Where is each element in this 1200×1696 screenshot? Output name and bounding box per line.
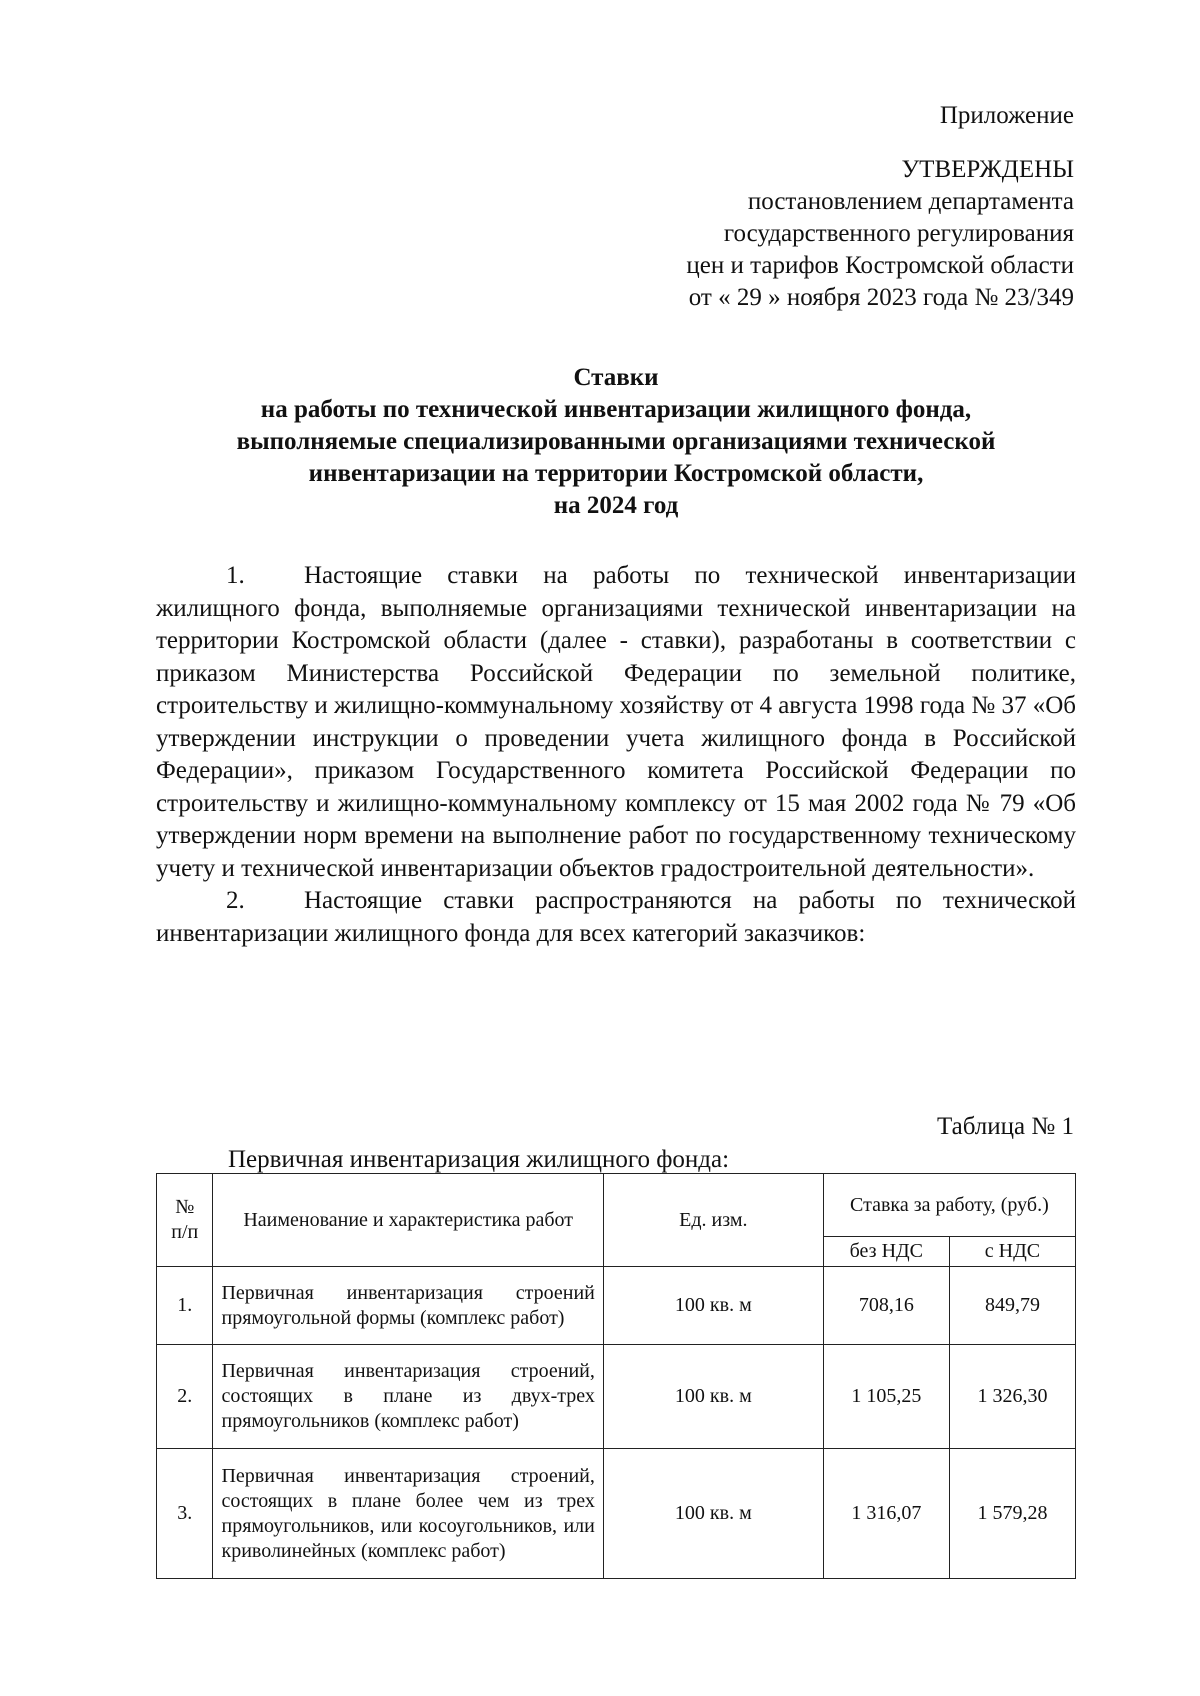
- row-num: 1.: [157, 1267, 213, 1345]
- paragraph-text: Настоящие ставки распространяются на работы по технической инвентаризации жилищного фонда для всех категорий заказчиков:: [156, 887, 1076, 947]
- title-line: инвентаризации на территории Костромской области,: [308, 460, 924, 487]
- title-line: Ставки: [573, 364, 659, 391]
- header-no-vat: без НДС: [823, 1237, 949, 1267]
- title-line: выполняемые специализированными организациями технической: [236, 428, 996, 455]
- paragraph-number: 1.: [226, 562, 245, 589]
- approved-label: УТВЕРЖДЕНЫ: [901, 156, 1074, 183]
- row-name: Первичная инвентаризация строений, состоящих в плане из двух-трех прямоугольников (комплекс работ): [213, 1345, 603, 1449]
- paragraph-1: [156, 560, 1076, 885]
- approval-line: государственного регулирования: [723, 220, 1074, 247]
- table-header-row: [157, 1174, 1076, 1237]
- title-line: на работы по технической инвентаризации жилищного фонда,: [260, 396, 972, 423]
- row-with-vat: 1 579,28: [949, 1449, 1075, 1579]
- paragraph-number: 2.: [226, 887, 245, 914]
- paragraph-text: Настоящие ставки на работы по технической инвентаризации жилищного фонда, выполняемые организациями технической инвентаризации на территории Костромской области (далее - ставки), разработаны в соответствии с приказом Министерства Российской Федерации по земельной политике, строительству и жилищно-коммунальному хозяйству от 4 августа 1998 года № 37 «Об утверждении инструкции о проведении учета жилищного фонда в Российской Федерации», приказом Государственного комитета Российской Федерации по строительству и жилищно-коммунальному комплексу от 15 мая 2002 года № 79 «Об утверждении норм времени на выполнение работ по государственному техническому учету и технической инвентаризации объектов градостроительной деятельности».: [156, 562, 1076, 882]
- header-rate: Ставка за работу, (руб.): [823, 1174, 1075, 1237]
- title-line: на 2024 год: [553, 492, 679, 519]
- table-row: [157, 1345, 1076, 1449]
- rates-table: [156, 1173, 1076, 1579]
- row-no-vat: 1 105,25: [823, 1345, 949, 1449]
- row-with-vat: 1 326,30: [949, 1345, 1075, 1449]
- document-body: [156, 560, 1076, 950]
- table-row: [157, 1449, 1076, 1579]
- row-name: Первичная инвентаризация строений, состоящих в плане более чем из трех прямоугольников, или косоугольников, или криволинейных (комплекс работ): [213, 1449, 603, 1579]
- document-title: [156, 362, 1076, 522]
- approval-block: [686, 100, 1074, 314]
- approval-line: цен и тарифов Костромской области: [686, 252, 1074, 279]
- header-unit: Ед. изм.: [603, 1174, 823, 1267]
- paragraph-2: [156, 885, 1076, 950]
- table-row: [157, 1267, 1076, 1345]
- row-name: Первичная инвентаризация строений прямоугольной формы (комплекс работ): [213, 1267, 603, 1345]
- header-num: № п/п: [157, 1174, 213, 1267]
- table-caption: Таблица № 1: [936, 1113, 1074, 1140]
- appendix-label: Приложение: [939, 102, 1074, 129]
- row-with-vat: 849,79: [949, 1267, 1075, 1345]
- approval-line: постановлением департамента: [747, 188, 1074, 215]
- approval-line: от « 29 » ноября 2023 года № 23/349: [688, 284, 1074, 311]
- row-num: 2.: [157, 1345, 213, 1449]
- row-no-vat: 708,16: [823, 1267, 949, 1345]
- row-unit: 100 кв. м: [603, 1267, 823, 1345]
- row-unit: 100 кв. м: [603, 1449, 823, 1579]
- table-title: Первичная инвентаризация жилищного фонда:: [228, 1146, 730, 1173]
- row-num: 3.: [157, 1449, 213, 1579]
- header-name: Наименование и характеристика работ: [213, 1174, 603, 1267]
- row-unit: 100 кв. м: [603, 1345, 823, 1449]
- header-with-vat: с НДС: [949, 1237, 1075, 1267]
- row-no-vat: 1 316,07: [823, 1449, 949, 1579]
